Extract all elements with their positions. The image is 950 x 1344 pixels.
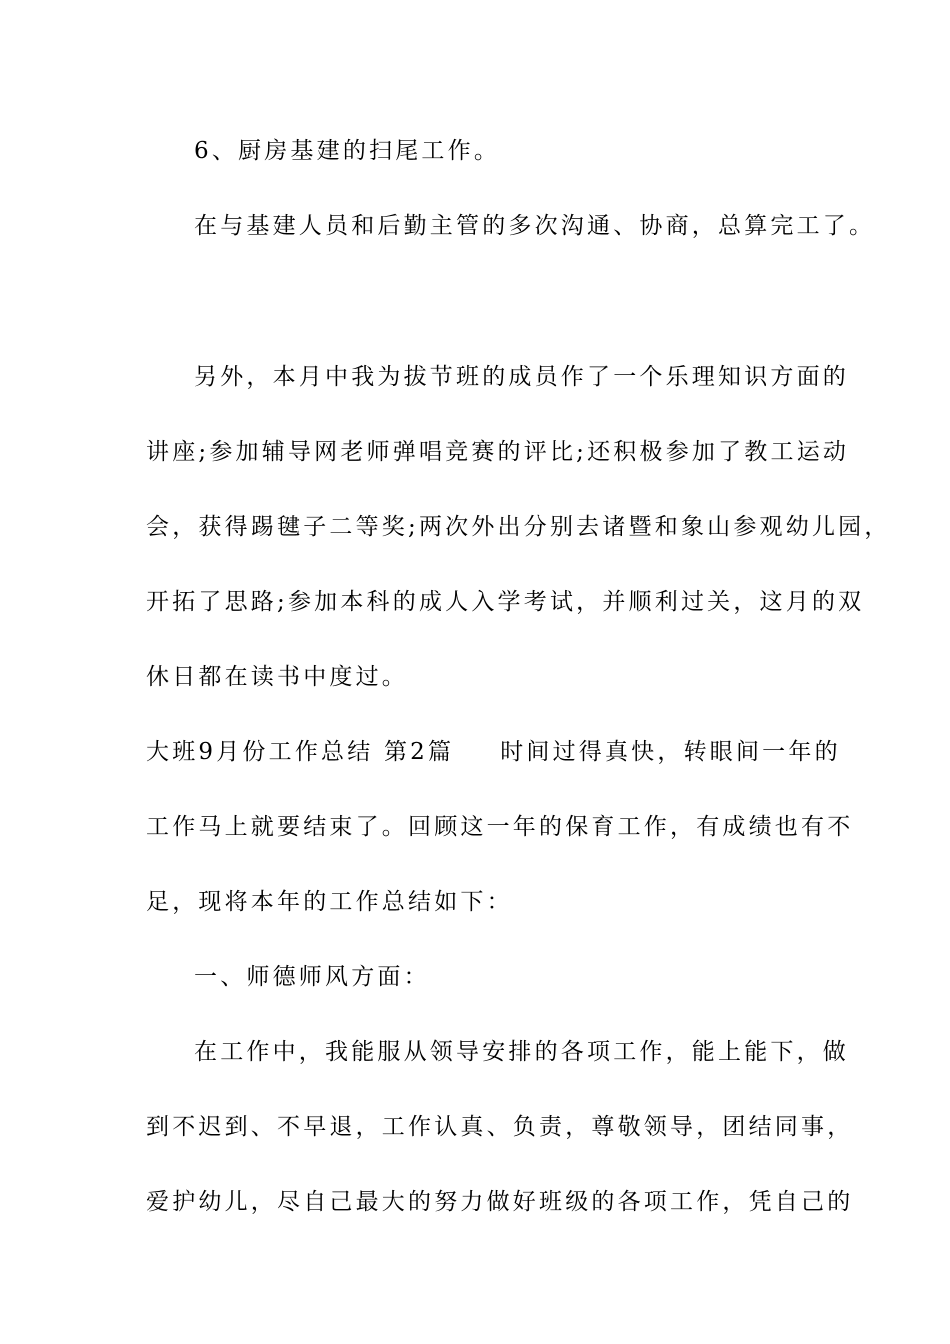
- article2-intro-line-3: 足，现将本年的工作总结如下：: [146, 889, 513, 915]
- section1-line-1: 在工作中，我能服从领导安排的各项工作，能上能下，做: [194, 1039, 849, 1065]
- additional-line-3: 会，获得踢毽子二等奖;两次外出分别去诸暨和象山参观幼儿园，: [146, 514, 891, 540]
- section1-line-3: 爱护幼儿，尽自己最大的努力做好班级的各项工作，凭自己的: [146, 1189, 854, 1215]
- additional-line-1: 另外，本月中我为拔节班的成员作了一个乐理知识方面的: [194, 364, 849, 390]
- article2-heading: 大班9月份工作总结 第2篇: [146, 739, 455, 765]
- item6-title: 6、厨房基建的扫尾工作。: [194, 138, 501, 164]
- additional-line-2: 讲座;参加辅导网老师弹唱竞赛的评比;还积极参加了教工运动: [146, 439, 850, 465]
- additional-line-4: 开拓了思路;参加本科的成人入学考试，并顺利过关，这月的双: [146, 589, 865, 615]
- item6-body: 在与基建人员和后勤主管的多次沟通、协商，总算完工了。: [194, 213, 876, 239]
- article2-heading-line: [146, 737, 841, 767]
- additional-line-5: 休日都在读书中度过。: [146, 664, 408, 690]
- section1-line-2: 到不迟到、不早退，工作认真、负责，尊敬领导，团结同事，: [146, 1114, 854, 1140]
- article2-intro-start: 时间过得真快，转眼间一年的: [500, 739, 841, 765]
- article2-intro-line-2: 工作马上就要结束了。回顾这一年的保育工作，有成绩也有不: [146, 814, 854, 840]
- section1-title: 一、师德师风方面：: [194, 964, 430, 990]
